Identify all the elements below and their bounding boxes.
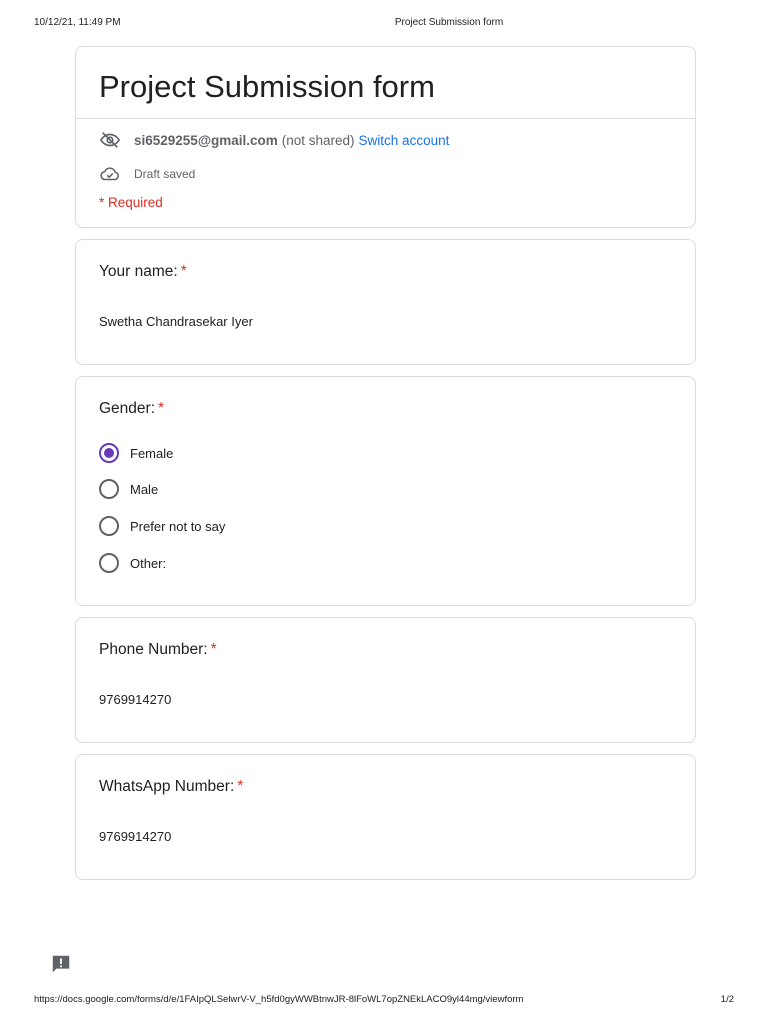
print-url: https://docs.google.com/forms/d/e/1FAIpQLSelwrV-V_h5fd0gyWWBtnwJR-8lFoWL7opZNEkLACO9yl44mg/viewform xyxy=(34,994,524,1005)
account-row xyxy=(99,129,449,151)
radio-button-selected[interactable] xyxy=(99,443,119,463)
question-phone-label: Phone Number: xyxy=(99,641,208,658)
form-title: Project Submission form xyxy=(99,69,435,104)
gender-option-label: Other: xyxy=(130,555,167,571)
required-asterisk: * xyxy=(180,263,187,280)
print-footer xyxy=(0,994,768,1008)
not-shared-label: (not shared) xyxy=(281,132,355,148)
gender-option-male[interactable] xyxy=(99,479,399,499)
required-asterisk: * xyxy=(210,641,217,658)
radio-button[interactable] xyxy=(99,553,119,573)
required-note: * Required xyxy=(99,195,163,210)
print-page-title: Project Submission form xyxy=(394,17,504,28)
draft-status-row xyxy=(99,163,195,185)
question-name-label: Your name: xyxy=(99,263,178,280)
cloud-check-icon xyxy=(99,163,121,185)
question-name-title xyxy=(99,263,187,281)
whatsapp-answer: 9769914270 xyxy=(99,829,172,844)
question-gender-label: Gender: xyxy=(99,400,156,417)
print-page-number: 1/2 xyxy=(720,994,734,1005)
question-phone-card xyxy=(75,617,696,743)
header-divider xyxy=(76,118,695,119)
account-email: si6529255@gmail.com xyxy=(134,132,278,148)
radio-button[interactable] xyxy=(99,516,119,536)
switch-account-link[interactable]: Switch account xyxy=(358,132,450,148)
name-answer: Swetha Chandrasekar Iyer xyxy=(99,314,253,329)
print-header xyxy=(0,17,768,31)
draft-status-text: Draft saved xyxy=(134,167,196,181)
phone-answer: 9769914270 xyxy=(99,692,172,707)
question-whatsapp-card xyxy=(75,754,696,880)
form-header-card xyxy=(75,46,696,228)
gender-option-other[interactable] xyxy=(99,553,399,573)
gender-option-label: Female xyxy=(130,445,174,461)
gender-option-label: Prefer not to say xyxy=(130,518,226,534)
question-gender-title xyxy=(99,400,164,418)
print-datetime: 10/12/21, 11:49 PM xyxy=(34,17,121,28)
question-whatsapp-title xyxy=(99,778,243,796)
gender-option-label: Male xyxy=(130,481,159,497)
gender-option-female[interactable] xyxy=(99,443,399,463)
question-whatsapp-label: WhatsApp Number: xyxy=(99,778,235,795)
eye-off-icon xyxy=(99,129,121,151)
radio-button[interactable] xyxy=(99,479,119,499)
gender-option-prefer-not-to-say[interactable] xyxy=(99,516,399,536)
feedback-icon[interactable] xyxy=(50,953,72,975)
required-asterisk: * xyxy=(158,400,165,417)
required-asterisk: * xyxy=(237,778,244,795)
question-gender-card xyxy=(75,376,696,606)
question-phone-title xyxy=(99,641,217,659)
question-name-card xyxy=(75,239,696,365)
